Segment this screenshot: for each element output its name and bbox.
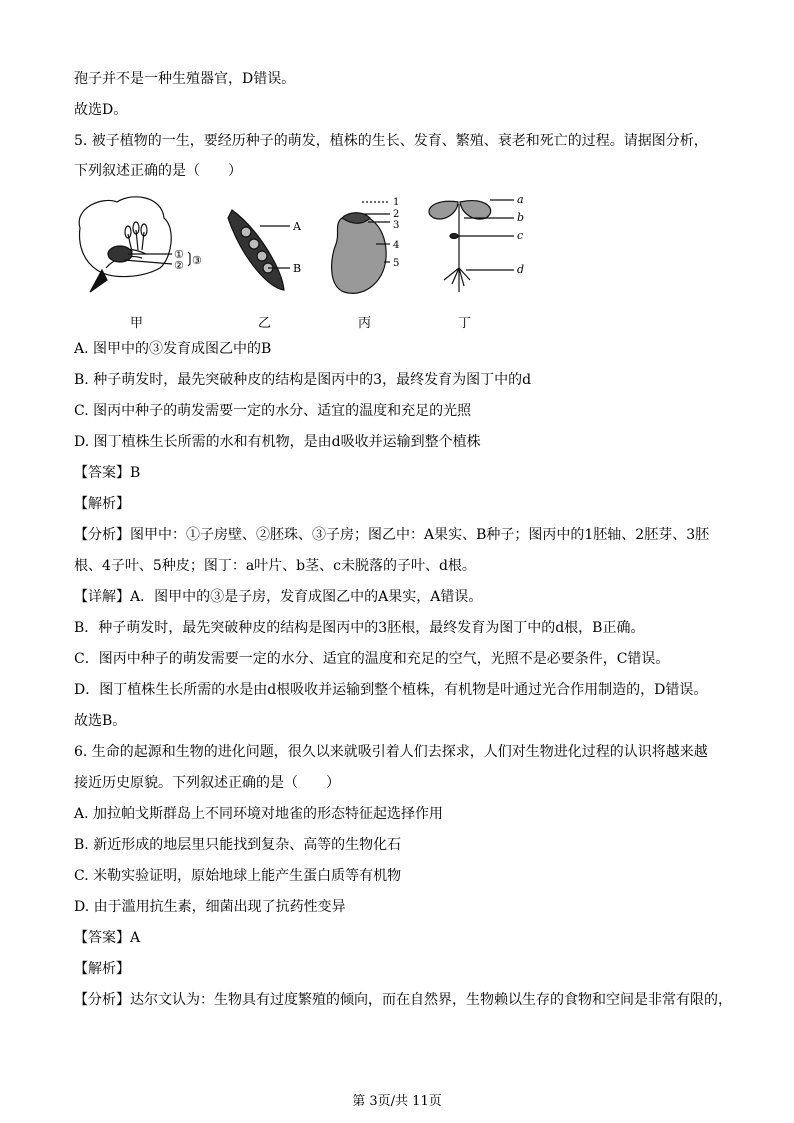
option-c: C. 图丙中种子的萌发需要一定的水分、适宜的温度和充足的光照 [74,403,472,419]
ding-marker: a [517,193,524,206]
detail-text: B．种子萌发时，最先突破种皮的结构是图丙中的3胚根，最终发育为图丁中的d根，B正确。 [74,620,645,636]
analysis-heading: 【解析】 [74,496,130,512]
panel-label-jia: 甲 [130,316,144,331]
jia-marker: ① [174,248,184,261]
option-d: D. 由于滥用抗生素，细菌出现了抗药性变异 [74,899,346,915]
answer: 【答案】B [74,465,141,481]
jia-marker: ② [174,259,184,272]
text-line: 孢子并不是一种生殖器官，D错误。 [74,71,296,87]
bing-marker: 5 [393,258,400,269]
yi-marker: B [293,262,302,275]
yi-marker: A [293,220,301,233]
page-footer: 第 3页/共 11页 [352,1094,442,1109]
figure-drawing [72,188,532,328]
plant-lifecycle-figure [72,188,532,331]
panel-label-yi: 乙 [258,316,272,331]
flower-drawing [79,197,190,292]
option-b: B. 新近形成的地层里只能找到复杂、高等的生物化石 [74,837,402,853]
option-c: C. 米勒实验证明，原始地球上能产生蛋白质等有机物 [74,868,402,884]
question-5-stem-cont: 下列叙述正确的是（ ） [74,163,242,179]
conclusion: 故选B。 [74,713,127,729]
question-5-stem: 5. 被子植物的一生，要经历种子的萌发，植株的生长、发育、繁殖、衰老和死亡的过程。请据图分析， [74,133,708,149]
panel-label-ding: 丁 [458,316,472,331]
option-d: D. 图丁植株生长所需的水和有机物，是由d吸收并运输到整个植株 [74,434,481,450]
bing-marker: 2 [393,209,400,220]
jia-marker: ③ [192,254,202,267]
answer: 【答案】A [74,930,141,946]
detail-text: D．图丁植株生长所需的水是由d根吸收并运输到整个植株，有机物是叶通过光合作用制造的，D错误。 [74,682,708,698]
bing-marker: 4 [393,240,400,251]
analysis-heading: 【解析】 [74,961,130,977]
question-6-stem-cont: 接近历史原貌。下列叙述正确的是（ ） [74,775,340,791]
option-a: A. 加拉帕戈斯群岛上不同环境对地雀的形态特征起选择作用 [74,806,444,822]
question-6-stem: 6. 生命的起源和生物的进化问题，很久以来就吸引着人们去探求，人们对生物进化过程的认识将越来越 [74,744,708,760]
option-b: B. 种子萌发时，最先突破种皮的结构是图丙中的3，最终发育为图丁中的d [74,372,532,388]
fruit-pod-drawing [228,210,290,290]
detail-text: 【详解】A．图甲中的③是子房，发育成图乙中的A果实，A错误。 [74,589,483,605]
seedling-drawing [429,200,514,292]
ding-marker: c [517,229,524,242]
panel-label-bing: 丙 [358,316,372,331]
seed-drawing [332,202,390,293]
detail-text: C．图丙中种子的萌发需要一定的水分、适宜的温度和充足的空气，光照不是必要条件，C错误。 [74,651,670,667]
analysis-text: 根、4子叶、5种皮；图丁：a叶片、b茎、c未脱落的子叶、d根。 [74,558,476,574]
option-a: A. 图甲中的③发育成图乙中的B [74,341,272,357]
bing-marker: 3 [393,220,400,231]
ding-marker: d [517,263,525,276]
analysis-text: 【分析】达尔文认为：生物具有过度繁殖的倾向，而在自然界，生物赖以生存的食物和空间是非常有限的， [74,992,732,1008]
text-line: 故选D。 [74,102,128,118]
ding-marker: b [517,211,525,224]
analysis-text: 【分析】图甲中：①子房壁、②胚珠、③子房；图乙中：A果实、B种子；图丙中的1胚轴、2胚芽、3胚 [74,527,710,543]
bing-marker: 1 [393,197,400,208]
